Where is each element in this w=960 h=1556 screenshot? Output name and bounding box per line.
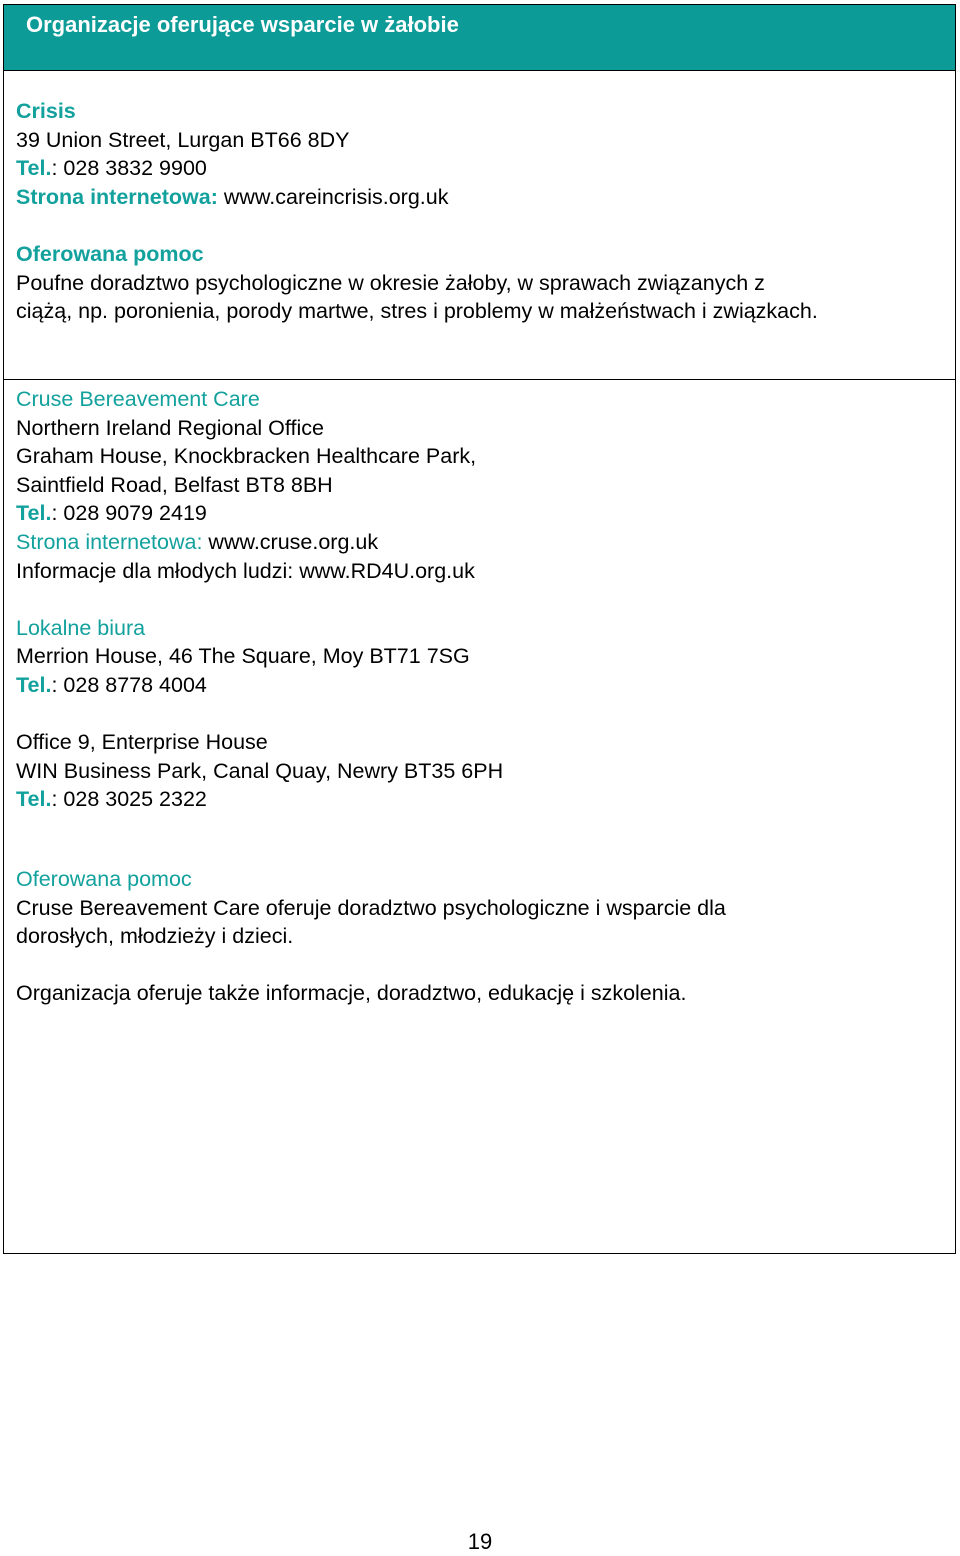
crisis-help-heading: Oferowana pomoc bbox=[16, 241, 204, 266]
crisis-tel-label: Tel. bbox=[16, 156, 52, 181]
cruse-address-1: Graham House, Knockbracken Healthcare Park, bbox=[16, 444, 477, 469]
cruse-tel-label: Tel. bbox=[16, 501, 52, 526]
local-office-1-address: Merrion House, 46 The Square, Moy BT71 7SG bbox=[16, 644, 470, 669]
local-office-2-line-1: Office 9, Enterprise House bbox=[16, 730, 268, 755]
local-office-2-tel-label: Tel. bbox=[16, 787, 52, 812]
cruse-youth-info: Informacje dla młodych ludzi: www.RD4U.org.uk bbox=[16, 558, 475, 583]
cruse-address-2: Saintfield Road, Belfast BT8 8BH bbox=[16, 472, 333, 497]
organizations-table bbox=[3, 4, 956, 1254]
cruse-website bbox=[16, 528, 503, 557]
local-office-2-phone bbox=[16, 785, 503, 814]
crisis-phone bbox=[16, 154, 818, 183]
cruse-help-line-1: Cruse Bereavement Care oferuje doradztwo psychologiczne i wsparcie dla bbox=[16, 895, 726, 920]
crisis-web-label: Strona internetowa: bbox=[16, 184, 218, 209]
crisis-web-link[interactable]: www.careincrisis.org.uk bbox=[217, 184, 449, 209]
crisis-help-line-2: ciążą, np. poronienia, porody martwe, stres i problemy w małżeństwach i związkach. bbox=[16, 299, 818, 324]
table-header bbox=[4, 5, 955, 71]
crisis-website bbox=[16, 183, 818, 212]
cruse-tel-value: : 028 9079 2419 bbox=[51, 501, 207, 526]
cruse-section bbox=[16, 385, 503, 814]
page-title: Organizacje oferujące wsparcie w żałobie bbox=[26, 12, 459, 37]
cruse-help-section bbox=[16, 865, 726, 1008]
crisis-tel-value: : 028 3832 9900 bbox=[51, 156, 207, 181]
local-office-2-tel-value: : 028 3025 2322 bbox=[51, 787, 207, 812]
cruse-help-heading: Oferowana pomoc bbox=[16, 867, 192, 891]
section-divider bbox=[4, 379, 955, 380]
local-office-2-line-2: WIN Business Park, Canal Quay, Newry BT35 6PH bbox=[16, 758, 504, 783]
cruse-phone bbox=[16, 499, 503, 528]
local-office-1-tel-value: : 028 8778 4004 bbox=[51, 672, 207, 697]
crisis-section bbox=[16, 97, 818, 326]
cruse-name: Cruse Bereavement Care bbox=[16, 387, 260, 411]
crisis-address: 39 Union Street, Lurgan BT66 8DY bbox=[16, 127, 350, 152]
cruse-web-link[interactable]: www.cruse.org.uk bbox=[202, 529, 379, 554]
local-office-1-phone bbox=[16, 671, 503, 700]
cruse-help-line-2: dorosłych, młodzieży i dzieci. bbox=[16, 924, 294, 949]
cruse-web-label: Strona internetowa: bbox=[16, 529, 203, 554]
crisis-help-line-1: Poufne doradztwo psychologiczne w okresie żałoby, w sprawach związanych z bbox=[16, 270, 765, 295]
crisis-name: Crisis bbox=[16, 99, 76, 123]
local-offices-heading: Lokalne biura bbox=[16, 615, 146, 640]
local-office-1-tel-label: Tel. bbox=[16, 672, 52, 697]
page-number: 19 bbox=[467, 1529, 493, 1554]
cruse-extra-info: Organizacja oferuje także informacje, doradztwo, edukację i szkolenia. bbox=[16, 981, 687, 1006]
cruse-office: Northern Ireland Regional Office bbox=[16, 415, 324, 440]
